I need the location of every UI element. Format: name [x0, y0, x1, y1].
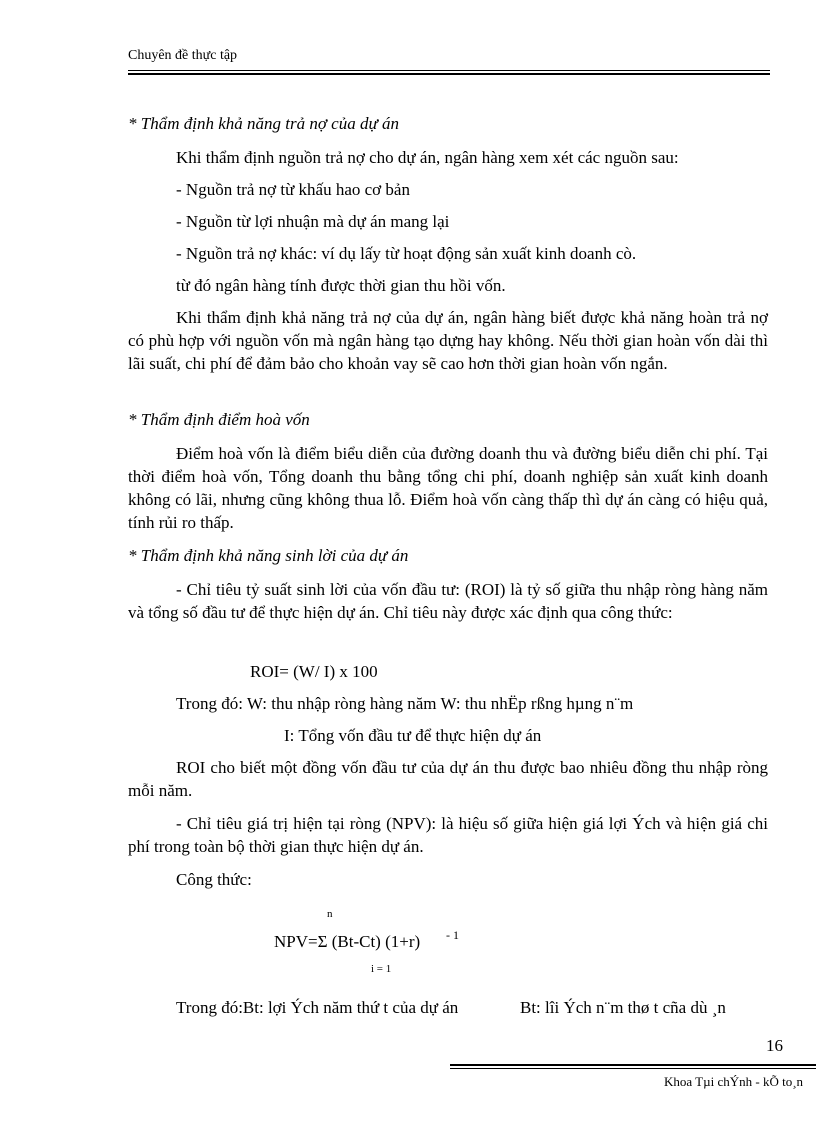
formula-label: Công thức: [176, 870, 252, 889]
npv-exponent: - 1 [446, 928, 459, 942]
footer-rule-thin [450, 1068, 816, 1069]
running-header: Chuyên đề thực tập [128, 48, 238, 63]
debt-source-item: - Nguồn trả nợ khác: ví dụ lấy từ hoạt động sản xuất kinh doanh cò. [176, 244, 637, 263]
section-heading-debt-repayment: * Thẩm định khả năng trả nợ của dự án [128, 114, 399, 133]
debt-paragraph: Khi thẩm định khả năng trả nợ của dự án, ngân hàng biết được khả năng hoàn trả nợ có phù hợp với nguồn vốn mà ngân hàng tạo dựng hay không. Nếu thời gian hoàn vốn dài thì lãi suất, chi phí để đảm bảo cho khoản vay sẽ cao hơn thời gian hoàn vốn ngắn. [128, 308, 768, 373]
roi-where-i: I: Tổng vốn đầu tư để thực hiện dự án [284, 726, 542, 745]
page-number: 16 [766, 1036, 783, 1055]
npv-sum-upper-limit: n [327, 908, 333, 920]
roi-formula: ROI= (W/ I) x 100 [250, 662, 378, 681]
debt-source-item: - Nguồn từ lợi nhuận mà dự án mang lại [176, 212, 450, 231]
debt-intro: Khi thẩm định nguồn trả nợ cho dự án, ngân hàng xem xét các nguồn sau: [176, 148, 679, 167]
npv-formula: NPV=Σ (Bt-Ct) (1+r) [274, 932, 421, 951]
npv-sum-lower-limit: i = 1 [371, 963, 392, 975]
debt-conclusion: từ đó ngân hàng tính được thời gian thu hồi vốn. [176, 276, 506, 295]
footer-rule-thick [450, 1064, 816, 1066]
header-rule-thick [128, 73, 770, 75]
footer-faculty: Khoa Tµi chÝnh - kÕ to¸n [664, 1074, 804, 1089]
section-heading-break-even: * Thẩm định điểm hoà vốn [128, 410, 310, 429]
header-rule-thin [128, 70, 770, 71]
roi-paragraph: - Chỉ tiêu tỷ suất sinh lời của vốn đầu tư: (ROI) là tỷ số giữa thu nhập ròng hàng năm và tổng số đầu tư để thực hiện dự án. Chỉ tiêu này được xác định qua công thức: [128, 580, 768, 622]
npv-paragraph: - Chỉ tiêu giá trị hiện tại ròng (NPV): là hiệu số giữa hiện giá lợi Ých và hiện giá chi phí trong toàn bộ thời gian thực hiện dự án. [128, 814, 768, 856]
break-even-paragraph: Điểm hoà vốn là điểm biểu diễn của đường doanh thu và đường biểu diễn chi phí. Tại thời điểm hoà vốn, Tổng doanh thu bằng tổng chi phí, doanh nghiệp sản xuất kinh doanh không có lãi, nhưng cũng không thua lỗ. Điểm hoà vốn càng thấp thì dự án càng có hiệu quả, tính rủi ro thấp. [128, 444, 768, 532]
section-heading-profitability: * Thẩm định khả năng sinh lời của dự án [128, 546, 409, 565]
roi-meaning: ROI cho biết một đồng vốn đầu tư của dự án thu được bao nhiêu đồng thu nhập ròng mỗi năm. [128, 758, 768, 800]
npv-where-left: Trong đó:Bt: lợi Ých năm thứ t của dự án [176, 998, 459, 1017]
debt-source-item: - Nguồn trả nợ từ khấu hao cơ bản [176, 180, 410, 199]
roi-where-w: Trong đó: W: thu nhập ròng hàng năm W: thu nhËp rßng hµng n¨m [176, 694, 634, 713]
npv-where-right: Bt: lîi Ých n¨m thø t cña dù ¸n [520, 998, 726, 1017]
